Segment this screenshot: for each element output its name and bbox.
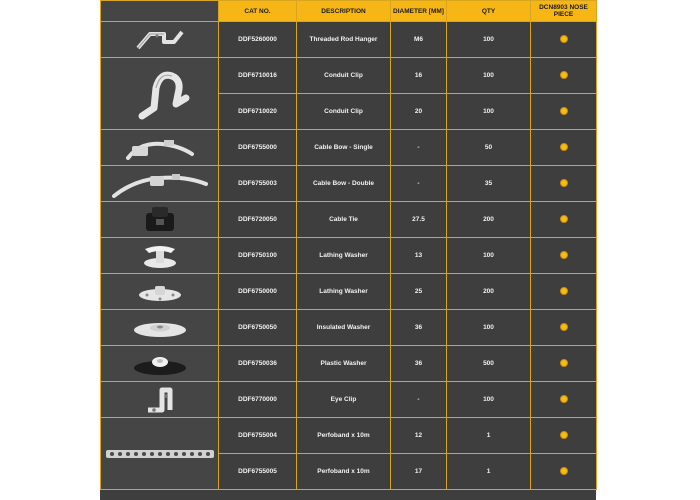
cat-no-cell: DDF6755005 xyxy=(219,454,297,490)
cable-tie-image xyxy=(101,202,219,238)
conduit-clip-image xyxy=(101,58,219,130)
description-cell: Perfoband x 10m xyxy=(297,418,391,454)
nose-piece-cell xyxy=(531,418,597,454)
cable-bow-single-icon xyxy=(122,134,198,162)
table-row xyxy=(101,238,597,274)
table-row xyxy=(101,130,597,166)
description-cell: Cable Bow - Double xyxy=(297,166,391,202)
image-column-header xyxy=(101,1,219,22)
compatible-dot xyxy=(560,431,568,439)
fixings-table xyxy=(100,0,597,490)
compatible-dot xyxy=(560,395,568,403)
diameter-cell: 16 xyxy=(391,58,447,94)
compatible-dot xyxy=(560,143,568,151)
qty-cell: 50 xyxy=(447,130,531,166)
nose-piece-cell xyxy=(531,166,597,202)
perfoband-icon xyxy=(104,447,216,461)
plastic-washer-image xyxy=(101,346,219,382)
description-cell: Conduit Clip xyxy=(297,94,391,130)
qty-cell: 200 xyxy=(447,202,531,238)
plastic-washer-icon xyxy=(130,351,190,377)
diameter-cell: 25 xyxy=(391,274,447,310)
nose-piece-header: DCN8903 NOSE PIECE xyxy=(531,1,597,22)
nose-piece-cell xyxy=(531,58,597,94)
description-cell: Insulated Washer xyxy=(297,310,391,346)
nose-piece-cell xyxy=(531,202,597,238)
cable-bow-double-icon xyxy=(110,170,210,198)
diameter-cell: - xyxy=(391,130,447,166)
lathing-washer-large-icon xyxy=(135,280,185,304)
description-cell: Threaded Rod Hanger xyxy=(297,22,391,58)
compatible-dot xyxy=(560,359,568,367)
diameter-cell: 13 xyxy=(391,238,447,274)
diameter-header: DIAMETER [MM] xyxy=(391,1,447,22)
cat-no-cell: DDF5260000 xyxy=(219,22,297,58)
rod-hanger-icon xyxy=(130,26,190,54)
diameter-cell: 20 xyxy=(391,94,447,130)
lathing-washer-small-image xyxy=(101,238,219,274)
compatible-dot xyxy=(560,107,568,115)
description-cell: Lathing Washer xyxy=(297,238,391,274)
nose-piece-cell xyxy=(531,274,597,310)
description-cell: Plastic Washer xyxy=(297,346,391,382)
description-header: DESCRIPTION xyxy=(297,1,391,22)
nose-piece-cell xyxy=(531,310,597,346)
perfoband-image xyxy=(101,418,219,490)
eye-clip-icon xyxy=(140,384,180,416)
compatible-dot xyxy=(560,179,568,187)
compatible-dot xyxy=(560,35,568,43)
table-row xyxy=(101,382,597,418)
insulated-washer-image xyxy=(101,310,219,346)
nose-piece-cell xyxy=(531,94,597,130)
compatible-dot xyxy=(560,71,568,79)
cat-no-cell: DDF6770000 xyxy=(219,382,297,418)
table-row xyxy=(101,202,597,238)
diameter-cell: 36 xyxy=(391,346,447,382)
rod-hanger-image xyxy=(101,22,219,58)
table-row xyxy=(101,274,597,310)
qty-cell: 100 xyxy=(447,58,531,94)
qty-cell: 1 xyxy=(447,418,531,454)
description-cell: Lathing Washer xyxy=(297,274,391,310)
diameter-cell: 17 xyxy=(391,454,447,490)
qty-cell: 100 xyxy=(447,94,531,130)
description-cell: Perfoband x 10m xyxy=(297,454,391,490)
cat-no-cell: DDF6710020 xyxy=(219,94,297,130)
cable-bow-double-image xyxy=(101,166,219,202)
cat-no-cell: DDF6710016 xyxy=(219,58,297,94)
diameter-cell: M6 xyxy=(391,22,447,58)
qty-cell: 35 xyxy=(447,166,531,202)
table-row xyxy=(101,166,597,202)
table-row xyxy=(101,58,597,94)
description-cell: Eye Clip xyxy=(297,382,391,418)
qty-cell: 100 xyxy=(447,22,531,58)
lathing-washer-large-image xyxy=(101,274,219,310)
diameter-cell: 27.5 xyxy=(391,202,447,238)
cat-no-cell: DDF6750036 xyxy=(219,346,297,382)
compatible-dot xyxy=(560,287,568,295)
cable-tie-icon xyxy=(140,205,180,235)
description-cell: Cable Tie xyxy=(297,202,391,238)
table-header-row xyxy=(101,1,597,22)
diameter-cell: 36 xyxy=(391,310,447,346)
nose-piece-cell xyxy=(531,130,597,166)
nose-piece-cell xyxy=(531,346,597,382)
eye-clip-image xyxy=(101,382,219,418)
qty-cell: 500 xyxy=(447,346,531,382)
cat-no-cell: DDF6750100 xyxy=(219,238,297,274)
diameter-cell: - xyxy=(391,382,447,418)
qty-cell: 1 xyxy=(447,454,531,490)
description-cell: Cable Bow - Single xyxy=(297,130,391,166)
table-row xyxy=(101,418,597,454)
cable-bow-single-image xyxy=(101,130,219,166)
cat-no-cell: DDF6755004 xyxy=(219,418,297,454)
insulated-washer-icon xyxy=(130,316,190,340)
qty-cell: 100 xyxy=(447,310,531,346)
cat-no-cell: DDF6720050 xyxy=(219,202,297,238)
qty-header: QTY xyxy=(447,1,531,22)
lathing-washer-small-icon xyxy=(137,241,183,271)
qty-cell: 100 xyxy=(447,238,531,274)
table-row xyxy=(101,310,597,346)
nose-piece-cell xyxy=(531,454,597,490)
cat-no-cell: DDF6755000 xyxy=(219,130,297,166)
cat-no-header: CAT NO. xyxy=(219,1,297,22)
qty-cell: 100 xyxy=(447,382,531,418)
nose-piece-cell xyxy=(531,238,597,274)
nose-piece-cell xyxy=(531,22,597,58)
table-row xyxy=(101,346,597,382)
compatible-dot xyxy=(560,215,568,223)
compatible-dot xyxy=(560,251,568,259)
cat-no-cell: DDF6750000 xyxy=(219,274,297,310)
description-cell: Conduit Clip xyxy=(297,58,391,94)
diameter-cell: - xyxy=(391,166,447,202)
nose-piece-cell xyxy=(531,382,597,418)
cat-no-cell: DDF6755003 xyxy=(219,166,297,202)
table-row xyxy=(101,22,597,58)
qty-cell: 200 xyxy=(447,274,531,310)
diameter-cell: 12 xyxy=(391,418,447,454)
conduit-clip-icon xyxy=(128,64,192,124)
compatible-dot xyxy=(560,467,568,475)
compatible-dot xyxy=(560,323,568,331)
cat-no-cell: DDF6750050 xyxy=(219,310,297,346)
